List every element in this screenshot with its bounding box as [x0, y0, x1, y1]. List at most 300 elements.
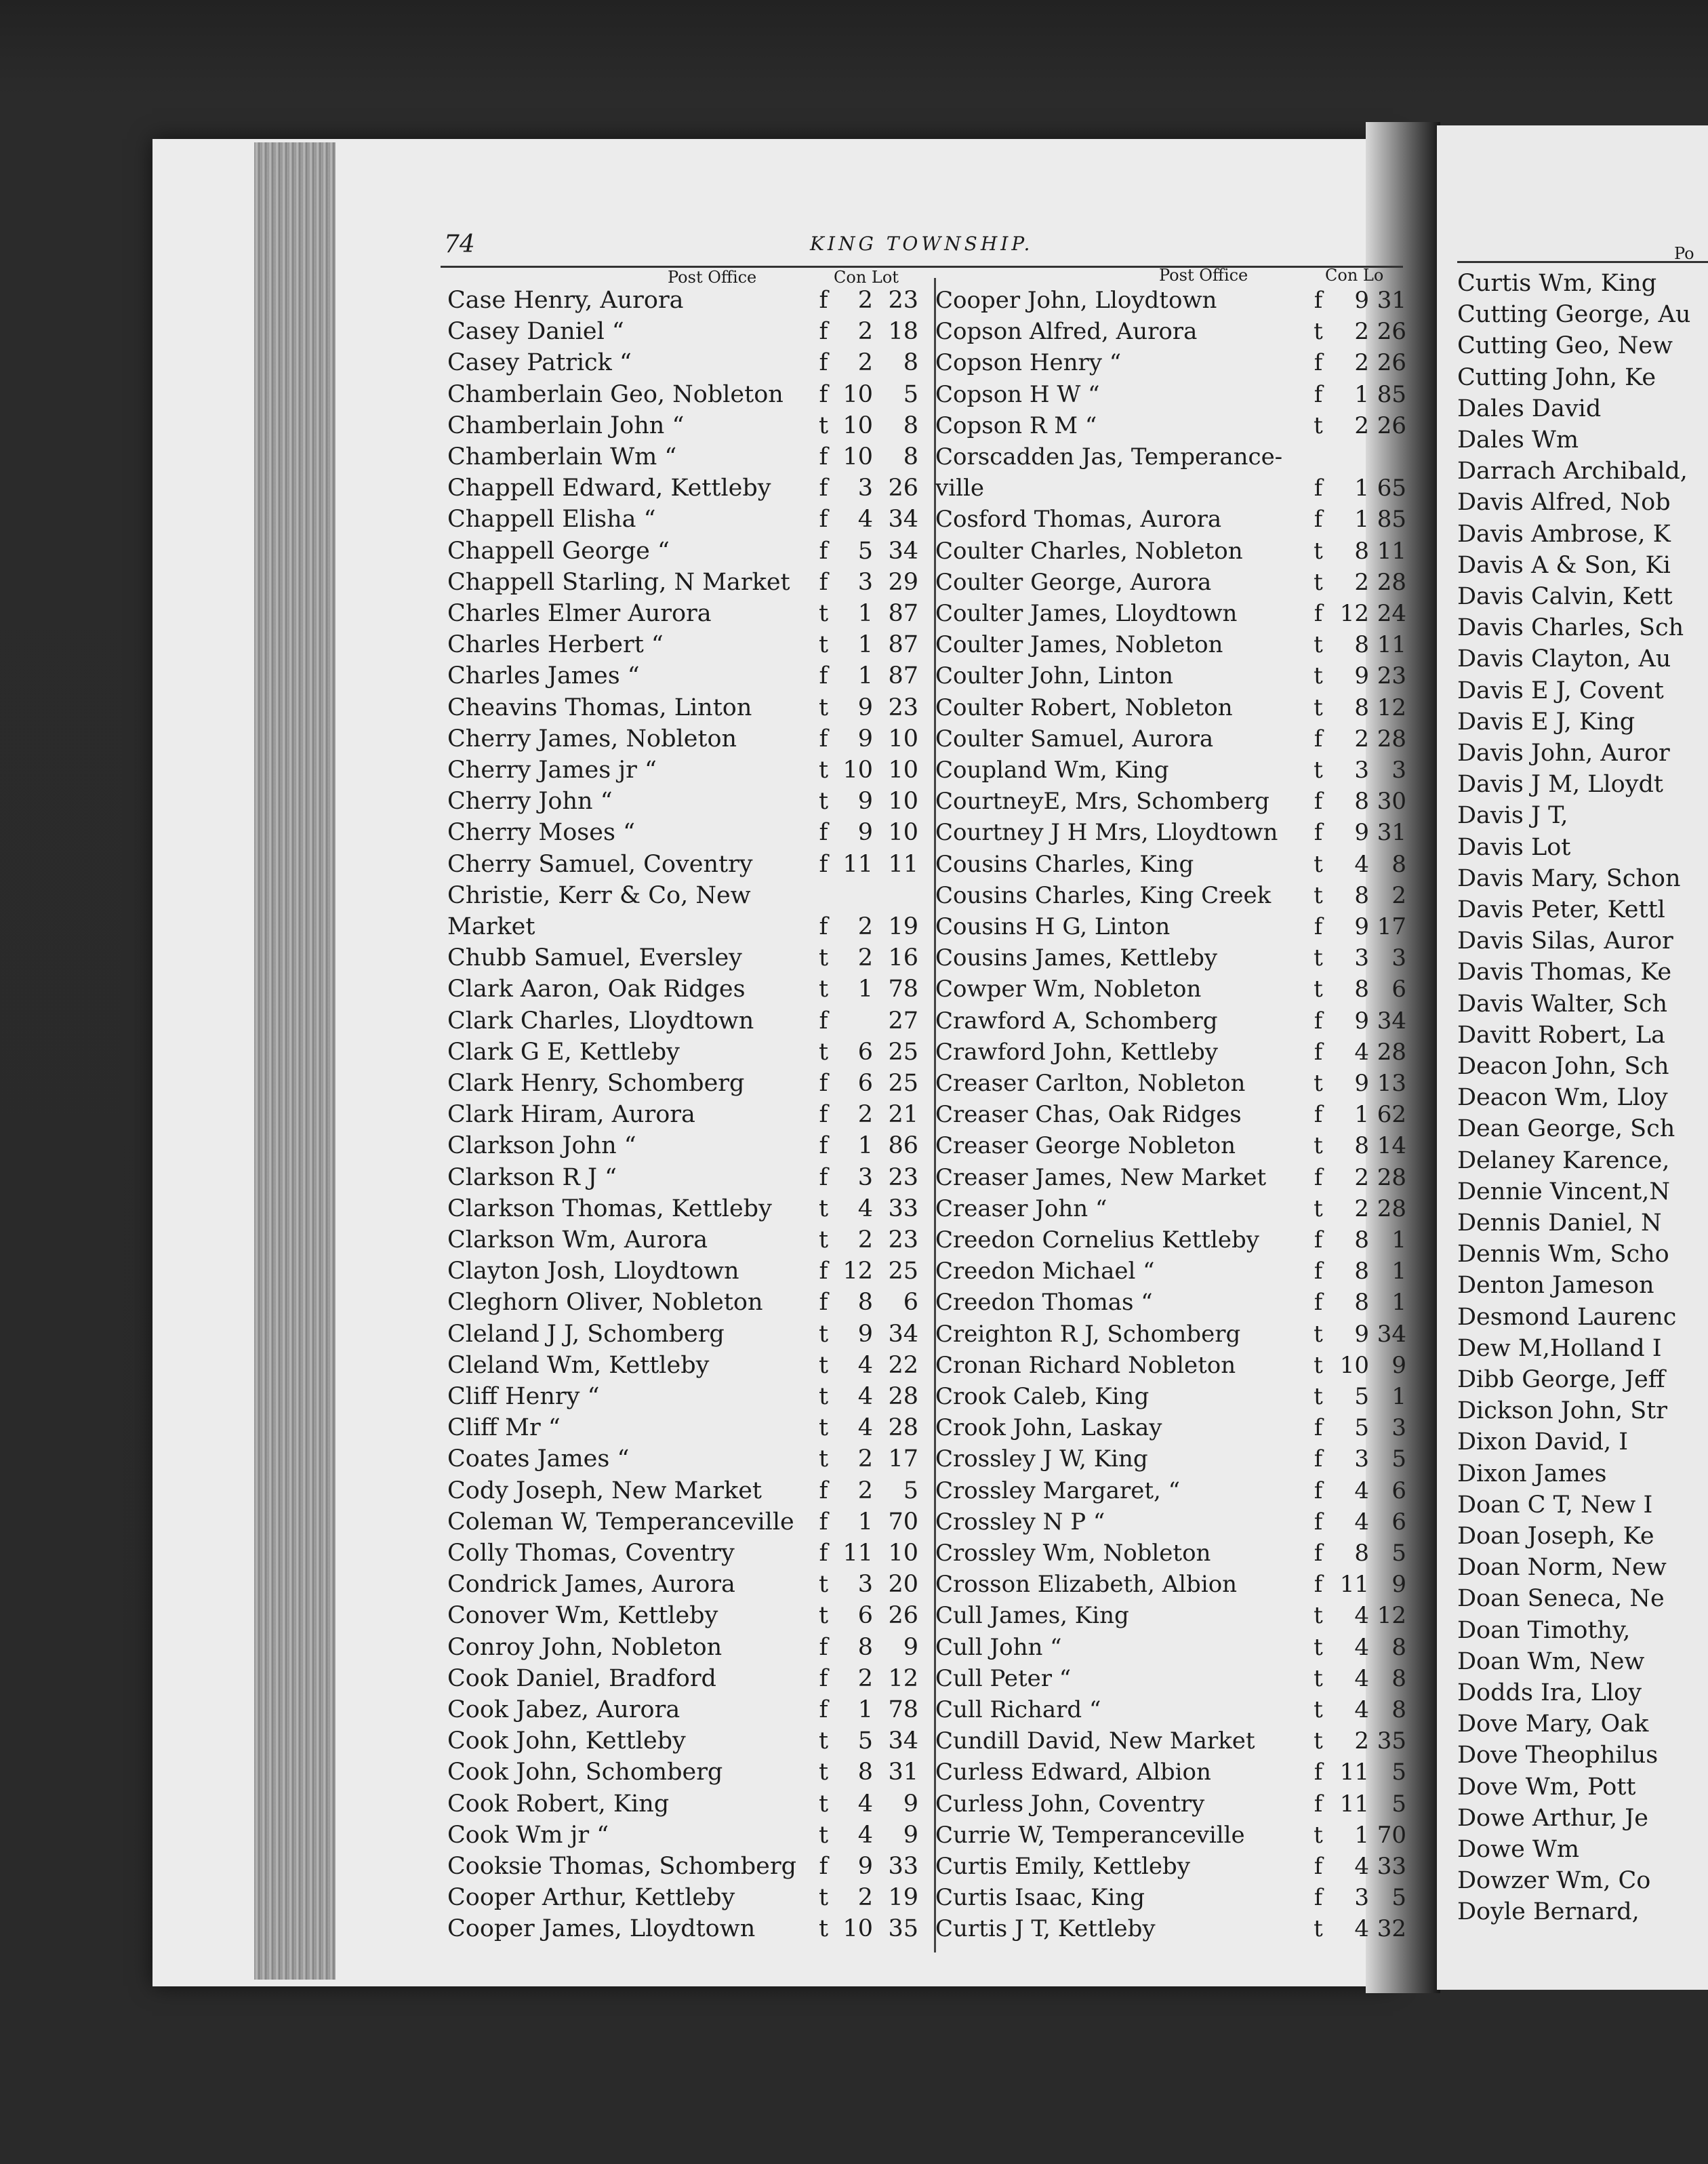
lot-number: 32	[1377, 1915, 1406, 1943]
entry-name: Colly Thomas, Coventry	[447, 1540, 735, 1567]
left-con-lot-heading: Con Lot	[834, 268, 899, 287]
lot-number: 34	[888, 537, 918, 565]
concession-number: 4	[1354, 1477, 1369, 1504]
tenure-code: f	[1314, 600, 1323, 627]
facing-entry: Dixon David, I	[1457, 1428, 1629, 1456]
lot-number: 78	[888, 976, 918, 1003]
facing-entry: Cutting George, Au	[1457, 301, 1691, 329]
lot-number: 9	[1391, 1571, 1406, 1599]
concession-number: 12	[842, 1258, 873, 1285]
concession-number: 2	[1354, 1195, 1369, 1222]
lot-number: 86	[888, 1132, 918, 1160]
lot-number: 35	[1377, 1727, 1406, 1755]
tenure-code: f	[819, 1132, 828, 1160]
concession-number: 4	[857, 1414, 873, 1442]
tenure-code: f	[819, 1508, 828, 1536]
entry-name: Cundill David, New Market	[935, 1727, 1255, 1755]
entry-name: Cook John, Kettleby	[447, 1727, 686, 1755]
entry-name: Coulter Robert, Nobleton	[935, 694, 1233, 721]
concession-number: 4	[1354, 1664, 1369, 1692]
entry-name: Curtis Emily, Kettleby	[935, 1853, 1190, 1880]
concession-number: 8	[1354, 1226, 1369, 1254]
entry-name: Cousins James, Kettleby	[935, 944, 1218, 972]
concession-number: 9	[1354, 1070, 1369, 1097]
concession-number: 8	[857, 1759, 873, 1786]
lot-number: 6	[1391, 1508, 1406, 1536]
concession-number: 2	[857, 944, 873, 972]
lot-number: 87	[888, 662, 918, 690]
concession-number: 8	[1354, 1289, 1369, 1317]
lot-number: 31	[1377, 819, 1406, 847]
tenure-code: t	[818, 1915, 829, 1943]
tenure-code: f	[1314, 1759, 1323, 1786]
facing-entry: Denton Jameson	[1457, 1272, 1654, 1300]
concession-number: 5	[1354, 1414, 1369, 1442]
concession-number: 1	[857, 1696, 873, 1723]
lot-number: 11	[1377, 537, 1406, 565]
concession-number: 2	[857, 1664, 873, 1692]
concession-number: 11	[1339, 1790, 1369, 1818]
lot-number: 6	[1391, 1477, 1406, 1504]
concession-number: 2	[1354, 1163, 1369, 1191]
facing-entry: Dove Theophilus	[1457, 1742, 1659, 1769]
entry-name: Cull James, King	[935, 1602, 1129, 1630]
facing-entry: Cutting Geo, New	[1457, 332, 1673, 360]
facing-entry: Doan Timothy,	[1457, 1616, 1631, 1644]
entry-name: Clark Henry, Schomberg	[447, 1070, 745, 1097]
tenure-code: t	[1314, 1633, 1323, 1661]
facing-entry: Dales David	[1457, 395, 1602, 422]
concession-number: 3	[857, 1571, 873, 1599]
lot-number: 10	[888, 725, 918, 753]
concession-number: 2	[857, 349, 873, 377]
tenure-code: f	[1314, 287, 1323, 314]
concession-number: 2	[1354, 349, 1369, 377]
tenure-code: t	[1314, 568, 1323, 596]
facing-entry: Davis Silas, Auror	[1457, 927, 1673, 955]
facing-entry: Dove Mary, Oak	[1457, 1710, 1649, 1738]
concession-number: 9	[1354, 1007, 1369, 1035]
tenure-code: f	[819, 287, 828, 314]
tenure-code: t	[1314, 1320, 1323, 1348]
entry-name: Cheavins Thomas, Linton	[447, 694, 752, 721]
entry-name: Creedon Cornelius Kettleby	[935, 1226, 1260, 1254]
tenure-code: f	[819, 1664, 828, 1692]
lot-number: 14	[1377, 1132, 1406, 1160]
tenure-code: t	[1314, 1070, 1323, 1097]
entry-name: Corscadden Jas, Temperance-	[935, 443, 1283, 470]
lot-number: 9	[903, 1790, 918, 1818]
concession-number: 11	[1339, 1571, 1369, 1599]
lot-number: 31	[888, 1759, 918, 1786]
tenure-code: t	[818, 412, 829, 439]
concession-number: 12	[1339, 600, 1369, 627]
lot-number: 25	[888, 1258, 918, 1285]
concession-number: 1	[1354, 380, 1369, 408]
lot-number: 17	[1377, 913, 1406, 940]
lot-number: 87	[888, 600, 918, 627]
entry-name: Charles Elmer Aurora	[447, 600, 712, 627]
tenure-code: t	[818, 1226, 829, 1254]
lot-number: 8	[1391, 1696, 1406, 1723]
facing-entry: Davis Thomas, Ke	[1457, 959, 1672, 986]
concession-number: 3	[1354, 1884, 1369, 1912]
lot-number: 19	[888, 1884, 918, 1912]
entry-name: Copson Henry “	[935, 349, 1122, 377]
entry-name: Charles James “	[447, 662, 640, 690]
entry-name: Christie, Kerr & Co, New	[447, 881, 751, 909]
lot-number: 70	[1377, 1821, 1406, 1849]
tenure-code: f	[1314, 788, 1323, 816]
concession-number: 2	[1354, 568, 1369, 596]
tenure-code: f	[1314, 1508, 1323, 1536]
lot-number: 5	[1391, 1540, 1406, 1567]
running-head: KING TOWNSHIP.	[810, 233, 1034, 255]
entry-name: Cooper John, Lloydtown	[935, 287, 1217, 314]
lot-number: 28	[888, 1414, 918, 1442]
tenure-code: t	[1314, 1915, 1323, 1943]
tenure-code: t	[1314, 662, 1323, 690]
tenure-code: t	[1314, 537, 1323, 565]
tenure-code: f	[1314, 349, 1323, 377]
tenure-code: t	[1314, 1727, 1323, 1755]
entry-name: Crossley Wm, Nobleton	[935, 1540, 1211, 1567]
tenure-code: t	[818, 1727, 829, 1755]
tenure-code: f	[1314, 1226, 1323, 1254]
tenure-code: t	[1314, 1351, 1323, 1379]
entry-name: Clayton Josh, Lloydtown	[447, 1258, 739, 1285]
entry-name: Coupland Wm, King	[935, 757, 1169, 784]
facing-entry: Davis Lot	[1457, 833, 1571, 861]
lot-number: 28	[1377, 1163, 1406, 1191]
concession-number: 2	[857, 913, 873, 940]
tenure-code: f	[819, 318, 828, 346]
concession-number: 10	[842, 757, 873, 784]
entry-name: Creedon Michael “	[935, 1258, 1155, 1285]
tenure-code: f	[1314, 1163, 1323, 1191]
entry-name: Cliff Henry “	[447, 1383, 600, 1410]
tenure-code: f	[1314, 1414, 1323, 1442]
tenure-code: f	[819, 1633, 828, 1661]
entry-name: Creaser Chas, Oak Ridges	[935, 1101, 1242, 1129]
entry-name: Cody Joseph, New Market	[447, 1477, 762, 1504]
concession-number: 5	[857, 1727, 873, 1755]
page-number: 74	[444, 231, 475, 258]
concession-number: 10	[842, 443, 873, 470]
lot-number: 30	[1377, 788, 1406, 816]
lot-number: 3	[1391, 1414, 1406, 1442]
tenure-code: t	[1314, 318, 1323, 346]
concession-number: 9	[857, 819, 873, 847]
entry-name: Curtis J T, Kettleby	[935, 1915, 1156, 1943]
lot-number: 87	[888, 631, 918, 659]
entry-name: Creaser Carlton, Nobleton	[935, 1070, 1246, 1097]
tenure-code: f	[819, 913, 828, 940]
entry-name: Crosson Elizabeth, Albion	[935, 1571, 1238, 1599]
lot-number: 34	[1377, 1007, 1406, 1035]
concession-number: 10	[842, 1915, 873, 1943]
tenure-code: t	[818, 694, 829, 721]
facing-entry: Cutting John, Ke	[1457, 363, 1656, 391]
lot-number: 25	[888, 1070, 918, 1097]
tenure-code: t	[1314, 757, 1323, 784]
concession-number: 1	[857, 976, 873, 1003]
lot-number: 19	[888, 913, 918, 940]
entry-name: Chamberlain John “	[447, 412, 685, 439]
tenure-code: t	[818, 976, 829, 1003]
entry-name: Cull Peter “	[935, 1664, 1072, 1692]
facing-entry: Dibb George, Jeff	[1457, 1366, 1665, 1393]
entry-name: Cleland Wm, Kettleby	[447, 1351, 710, 1379]
entry-name: CourtneyE, Mrs, Schomberg	[935, 788, 1269, 816]
tenure-code: f	[819, 443, 828, 470]
facing-entry: Davitt Robert, La	[1457, 1021, 1665, 1049]
entry-name: Cook Daniel, Bradford	[447, 1664, 716, 1692]
tenure-code: f	[819, 1163, 828, 1191]
entry-name: Creaser James, New Market	[935, 1163, 1267, 1191]
concession-number: 3	[857, 568, 873, 596]
entry-name: Clarkson John “	[447, 1132, 636, 1160]
entry-name: Clarkson R J “	[447, 1163, 617, 1191]
concession-number: 8	[1354, 881, 1369, 909]
entry-name: Cherry Moses “	[447, 819, 635, 847]
concession-number: 10	[1339, 1351, 1369, 1379]
entry-name: Conroy John, Nobleton	[447, 1633, 723, 1661]
lot-number: 28	[1377, 568, 1406, 596]
facing-entry: Davis J M, Lloydt	[1457, 771, 1663, 799]
lot-number: 1	[1391, 1226, 1406, 1254]
entry-name: Charles Herbert “	[447, 631, 664, 659]
lot-number: 85	[1377, 506, 1406, 534]
lot-number: 18	[888, 318, 918, 346]
concession-number: 4	[1354, 850, 1369, 878]
entry-name: Cherry James jr “	[447, 757, 657, 784]
concession-number: 11	[842, 850, 873, 878]
tenure-code: t	[818, 1790, 829, 1818]
tenure-code: t	[818, 631, 829, 659]
concession-number: 1	[857, 600, 873, 627]
tenure-code: t	[818, 1414, 829, 1442]
facing-entry: Davis Clayton, Au	[1457, 645, 1671, 673]
entry-name: Coulter Samuel, Aurora	[935, 725, 1214, 753]
lot-number: 26	[888, 475, 918, 502]
lot-number: 5	[1391, 1759, 1406, 1786]
entry-name: Cull John “	[935, 1633, 1062, 1661]
lot-number: 70	[888, 1508, 918, 1536]
concession-number: 9	[857, 725, 873, 753]
tenure-code: t	[1314, 1195, 1323, 1222]
lot-number: 5	[903, 1477, 918, 1504]
facing-entry: Davis John, Auror	[1457, 740, 1670, 767]
tenure-code: t	[818, 1383, 829, 1410]
concession-number: 4	[857, 1195, 873, 1222]
tenure-code: t	[1314, 412, 1323, 439]
left-post-office-heading: Post Office	[668, 268, 757, 287]
entry-name: Cherry Samuel, Coventry	[447, 850, 753, 878]
concession-number: 11	[1339, 1759, 1369, 1786]
lot-number: 9	[903, 1633, 918, 1661]
lot-number: 34	[888, 506, 918, 534]
facing-entry: Delaney Karence,	[1457, 1146, 1670, 1174]
concession-number: 8	[1354, 1258, 1369, 1285]
tenure-code: t	[818, 1038, 829, 1066]
lot-number: 5	[1391, 1790, 1406, 1818]
entry-name: Coulter John, Linton	[935, 662, 1173, 690]
facing-entry: Davis Ambrose, K	[1457, 520, 1671, 548]
concession-number: 2	[857, 287, 873, 314]
facing-entry: Dennis Wm, Scho	[1457, 1241, 1669, 1268]
tenure-code: f	[819, 380, 828, 408]
tenure-code: t	[818, 1821, 829, 1849]
entry-name: Casey Patrick “	[447, 349, 632, 377]
facing-entry: Doan Norm, New	[1457, 1554, 1667, 1582]
entry-name: Crawford A, Schomberg	[935, 1007, 1218, 1035]
tenure-code: t	[818, 1884, 829, 1912]
concession-number: 2	[1354, 412, 1369, 439]
lot-number: 35	[888, 1915, 918, 1943]
lot-number: 1	[1391, 1289, 1406, 1317]
facing-post-office-heading: Po	[1674, 244, 1694, 263]
facing-entry: Davis E J, King	[1457, 708, 1635, 736]
tenure-code: f	[1314, 1884, 1323, 1912]
tenure-code: t	[1314, 1821, 1323, 1849]
entry-name: Currie W, Temperanceville	[935, 1821, 1245, 1849]
entry-name: Clarkson Thomas, Kettleby	[447, 1195, 772, 1222]
concession-number: 1	[857, 1508, 873, 1536]
concession-number: 8	[1354, 976, 1369, 1003]
tenure-code: f	[819, 1853, 828, 1880]
lot-number: 8	[1391, 850, 1406, 878]
tenure-code: f	[1314, 1007, 1323, 1035]
lot-number: 6	[1391, 976, 1406, 1003]
lot-number: 23	[888, 1226, 918, 1254]
tenure-code: f	[1314, 1853, 1323, 1880]
facing-entry: Davis A & Son, Ki	[1457, 551, 1671, 579]
entry-name: Cleland J J, Schomberg	[447, 1320, 725, 1348]
concession-number: 8	[1354, 631, 1369, 659]
entry-name: Cull Richard “	[935, 1696, 1101, 1723]
facing-entry: Doan Seneca, Ne	[1457, 1585, 1665, 1613]
lot-number: 3	[1391, 944, 1406, 972]
lot-number: 78	[888, 1696, 918, 1723]
concession-number: 8	[857, 1289, 873, 1317]
tenure-code: t	[1314, 976, 1323, 1003]
lot-number: 5	[1391, 1884, 1406, 1912]
entry-name: Clark Charles, Lloydtown	[447, 1007, 754, 1035]
lot-number: 10	[888, 788, 918, 816]
concession-number: 4	[1354, 1602, 1369, 1630]
concession-number: 2	[1354, 318, 1369, 346]
concession-number: 4	[857, 1821, 873, 1849]
tenure-code: t	[1314, 1664, 1323, 1692]
concession-number: 4	[857, 1790, 873, 1818]
lot-number: 23	[888, 287, 918, 314]
tenure-code: t	[818, 757, 829, 784]
concession-number: 4	[857, 506, 873, 534]
lot-number: 13	[1377, 1070, 1406, 1097]
concession-number: 2	[857, 1445, 873, 1473]
tenure-code: f	[1314, 1790, 1323, 1818]
concession-number: 4	[1354, 1915, 1369, 1943]
concession-number: 2	[857, 318, 873, 346]
facing-entry: Doan C T, New I	[1457, 1491, 1653, 1519]
tenure-code: t	[1314, 944, 1323, 972]
entry-name: Copson H W “	[935, 380, 1100, 408]
entry-name: Cook Robert, King	[447, 1790, 670, 1818]
right-con-lot-heading: Con Lo	[1325, 266, 1384, 285]
facing-entry: Doyle Bernard,	[1457, 1898, 1640, 1926]
lot-number: 29	[888, 568, 918, 596]
facing-entry: Davis Alfred, Nob	[1457, 489, 1671, 517]
tenure-code: t	[1314, 631, 1323, 659]
entry-name: Cook Wm jr “	[447, 1821, 609, 1849]
tenure-code: t	[818, 1602, 829, 1630]
tenure-code: f	[1314, 1289, 1323, 1317]
entry-name: Cherry James, Nobleton	[447, 725, 737, 753]
facing-entry: Dowzer Wm, Co	[1457, 1867, 1651, 1895]
header-rule	[441, 266, 1403, 268]
entry-name: Coulter James, Lloydtown	[935, 600, 1238, 627]
lot-number: 8	[903, 412, 918, 439]
facing-page-rule	[1457, 261, 1708, 263]
tenure-code: f	[819, 819, 828, 847]
entry-name: Chamberlain Geo, Nobleton	[447, 380, 784, 408]
tenure-code: f	[819, 1477, 828, 1504]
lot-number: 33	[1377, 1853, 1406, 1880]
lot-number: 1	[1391, 1258, 1406, 1285]
facing-entry: Dales Wm	[1457, 426, 1579, 454]
lot-number: 33	[888, 1853, 918, 1880]
tenure-code: f	[819, 1101, 828, 1129]
concession-number: 8	[857, 1633, 873, 1661]
concession-number: 3	[1354, 944, 1369, 972]
lot-number: 31	[1377, 287, 1406, 314]
tenure-code: f	[819, 1289, 828, 1317]
concession-number: 3	[1354, 757, 1369, 784]
entry-name: Curless Edward, Albion	[935, 1759, 1211, 1786]
entry-name: ville	[935, 475, 984, 502]
lot-number: 8	[903, 443, 918, 470]
entry-name: Chappell Edward, Kettleby	[447, 475, 771, 502]
lot-number: 2	[1391, 881, 1406, 909]
entry-name: Cooper Arthur, Kettleby	[447, 1884, 735, 1912]
lot-number: 28	[1377, 725, 1406, 753]
entry-name: Clark Aaron, Oak Ridges	[447, 976, 746, 1003]
lot-number: 85	[1377, 380, 1406, 408]
tenure-code: f	[819, 725, 828, 753]
entry-name: Chappell Starling, N Market	[447, 568, 790, 596]
lot-number: 12	[888, 1664, 918, 1692]
lot-number: 17	[888, 1445, 918, 1473]
entry-name: Cooksie Thomas, Schomberg	[447, 1853, 796, 1880]
entry-name: Chappell Elisha “	[447, 506, 656, 534]
concession-number: 9	[1354, 913, 1369, 940]
entry-name: Clarkson Wm, Aurora	[447, 1226, 708, 1254]
right-post-office-heading: Post Office	[1159, 266, 1248, 285]
entry-name: Case Henry, Aurora	[447, 287, 684, 314]
concession-number: 11	[842, 1540, 873, 1567]
facing-entry: Dennie Vincent,N	[1457, 1178, 1670, 1205]
concession-number: 1	[1354, 1101, 1369, 1129]
entry-name: Crossley J W, King	[935, 1445, 1148, 1473]
lot-number: 33	[888, 1195, 918, 1222]
concession-number: 9	[857, 694, 873, 721]
lot-number: 34	[888, 1320, 918, 1348]
facing-entry: Dew M,Holland I	[1457, 1334, 1662, 1362]
tenure-code: f	[819, 537, 828, 565]
entry-name: Cook John, Schomberg	[447, 1759, 723, 1786]
page-edges	[254, 142, 336, 1980]
